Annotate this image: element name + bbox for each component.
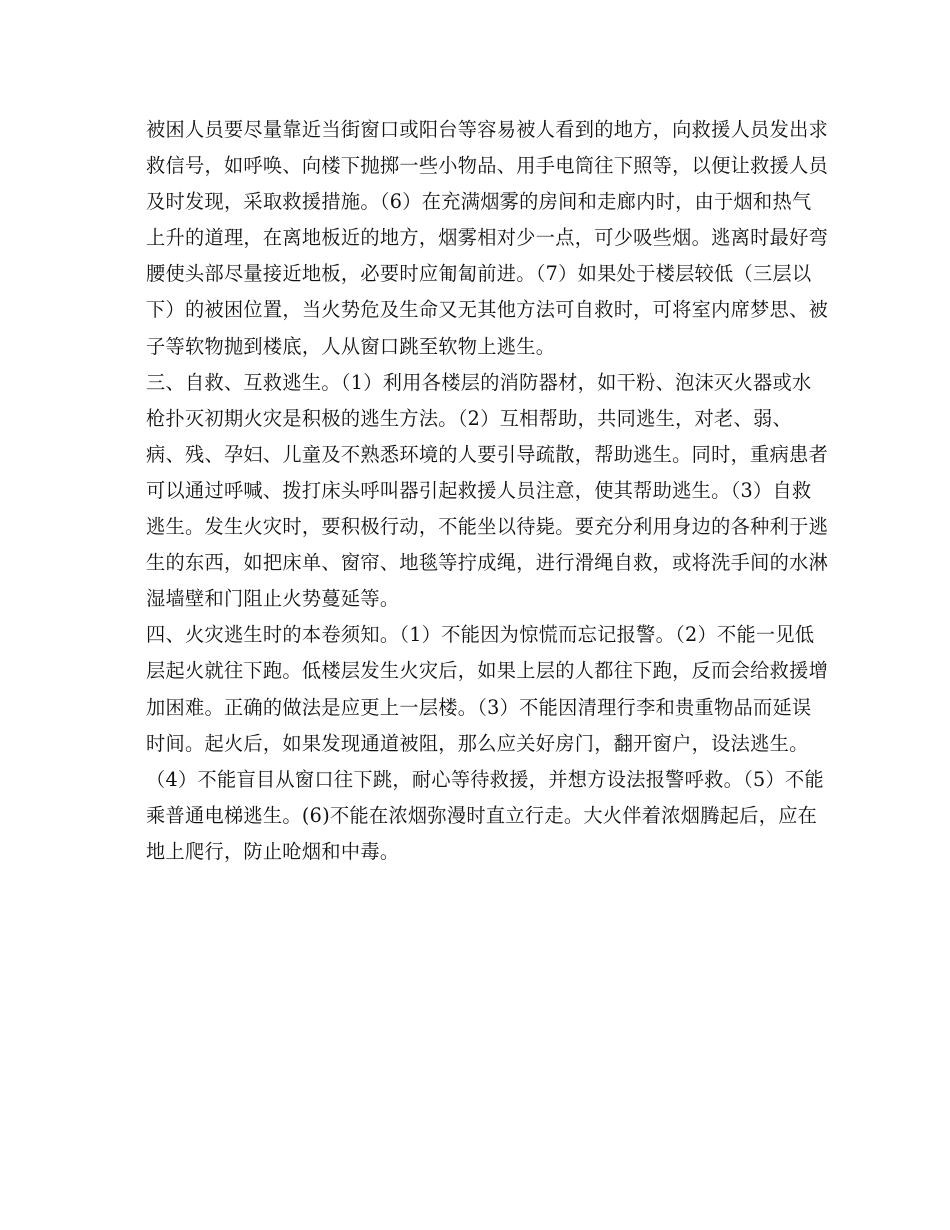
paragraph-escape-notes xyxy=(146,617,829,870)
paragraph-trapped-rescue xyxy=(146,112,829,365)
text-line: 腰使头部尽量接近地板，必要时应匍匐前进。（7）如果处于楼层较低（三层以 xyxy=(146,262,812,286)
text-line: 救信号，如呼唤、向楼下抛掷一些小物品、用手电筒往下照等，以便让救援人员 xyxy=(146,154,829,178)
text-line: 子等软物抛到楼底，人从窗口跳至软物上逃生。 xyxy=(146,334,556,358)
text-line: 四、火灾逃生时的本卷须知。（1）不能因为惊慌而忘记报警。（2）不能一见低 xyxy=(146,623,815,647)
text-line: 乘普通电梯逃生。(6)不能在浓烟弥漫时直立行走。大火伴着浓烟腾起后，应在 xyxy=(146,803,818,827)
text-line: （4）不能盲目从窗口往下跳，耐心等待救援，并想方设法报警呼救。（5）不能 xyxy=(146,767,824,791)
text-line: 逃生。发生火灾时，要积极行动，不能坐以待毙。要充分利用身边的各种利于逃 xyxy=(146,515,829,539)
text-line: 层起火就往下跑。低楼层发生火灾后，如果上层的人都往下跑，反而会给救援增 xyxy=(146,659,829,683)
text-line: 可以通过呼喊、拨打床头呼叫器引起救援人员注意，使其帮助逃生。（3）自救 xyxy=(146,478,812,502)
text-line: 被困人员要尽量靠近当街窗口或阳台等容易被人看到的地方，向救援人员发出求 xyxy=(146,118,829,141)
text-line: 枪扑灭初期火灾是积极的逃生方法。（2）互相帮助，共同逃生，对老、弱、 xyxy=(146,406,792,430)
text-line: 地上爬行，防止呛烟和中毒。 xyxy=(146,839,400,863)
text-line: 时间。起火后，如果发现通道被阻，那么应关好房门，翻开窗户，设法逃生。 xyxy=(146,731,809,755)
text-line: 下）的被困位置，当火势危及生命又无其他方法可自救时，可将室内席梦思、被 xyxy=(146,298,829,322)
text-line: 及时发现，采取救援措施。（6）在充满烟雾的房间和走廊内时，由于烟和热气 xyxy=(146,190,812,214)
text-line: 加困难。正确的做法是应更上一层楼。（3）不能因清理行李和贵重物品而延误 xyxy=(146,695,812,719)
body-text xyxy=(146,112,829,870)
text-line: 上升的道理，在离地板近的地方，烟雾相对少一点，可少吸些烟。逃离时最好弯 xyxy=(146,226,829,250)
text-line: 病、残、孕妇、儿童及不熟悉环境的人要引导疏散，帮助逃生。同时，重病患者 xyxy=(146,442,829,466)
text-line: 生的东西，如把床单、窗帘、地毯等拧成绳，进行滑绳自救，或将洗手间的水淋 xyxy=(146,551,829,575)
paragraph-self-rescue xyxy=(146,365,829,618)
text-line: 湿墙壁和门阻止火势蔓延等。 xyxy=(146,587,400,611)
text-line: 三、自救、互救逃生。（1）利用各楼层的消防器材，如干粉、泡沫灭火器或水 xyxy=(146,370,812,394)
